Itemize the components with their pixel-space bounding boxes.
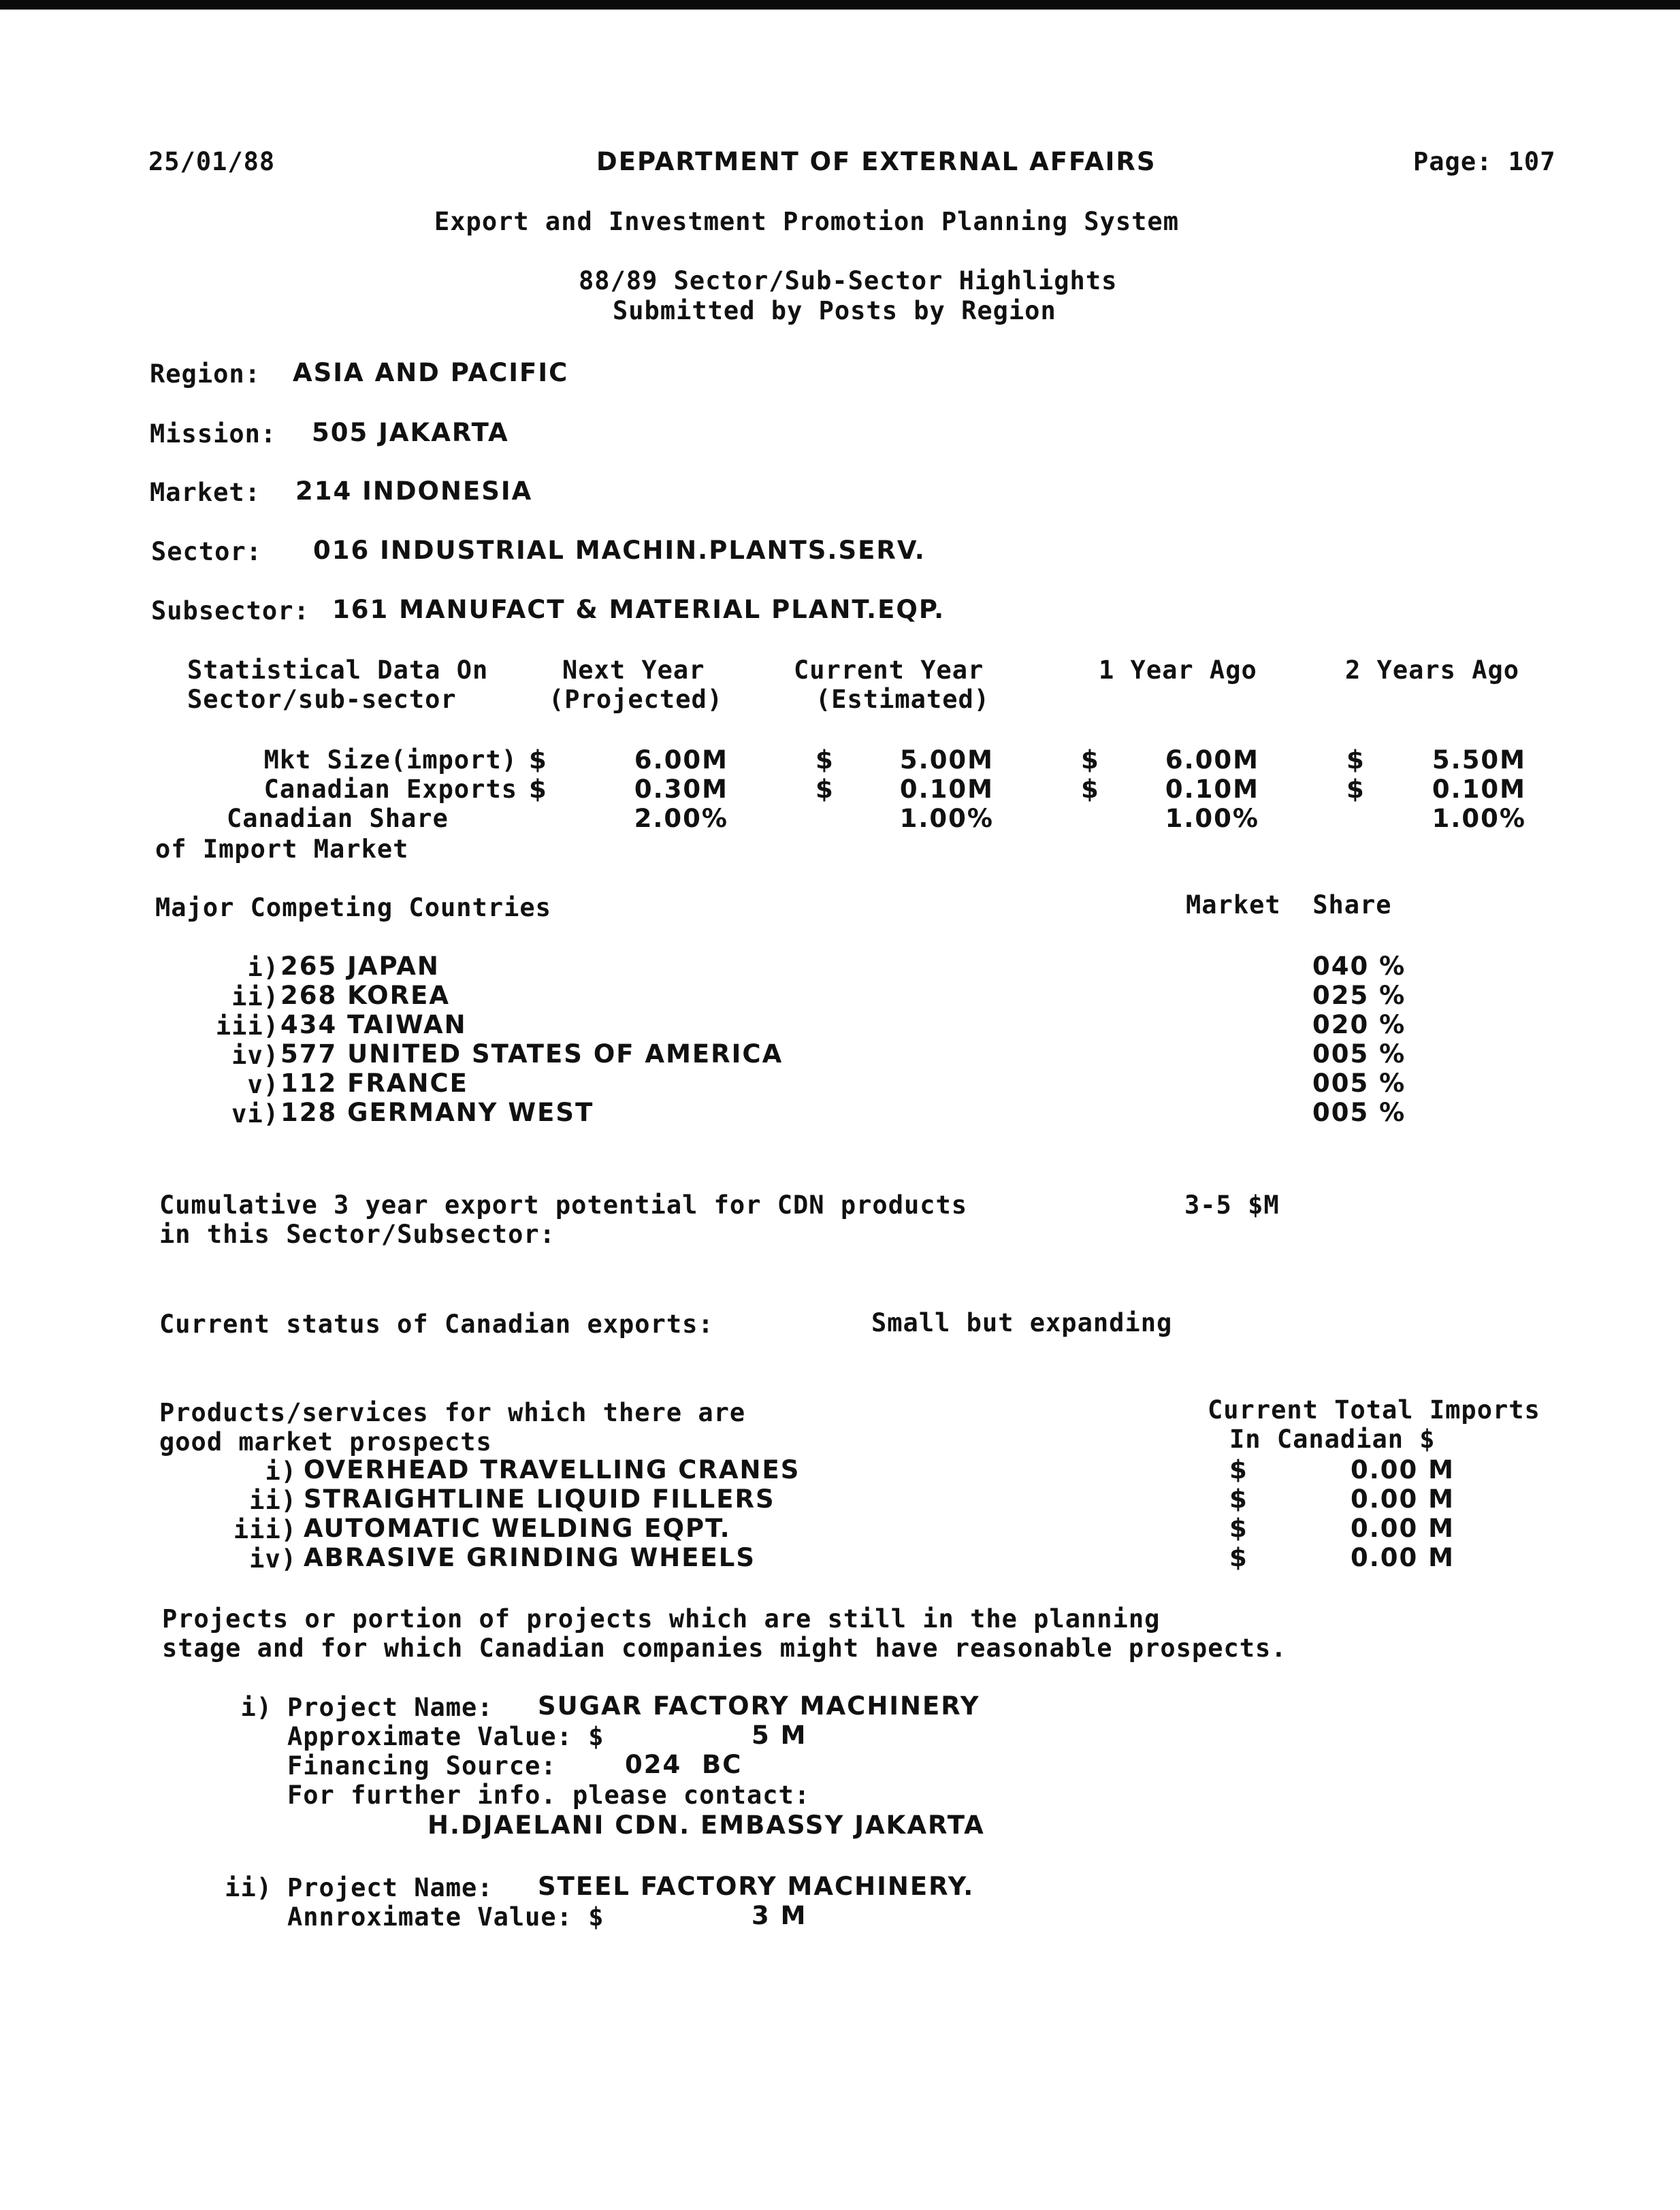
list-item-number: iv) <box>249 1544 297 1574</box>
contact-name: H.DJAELANI CDN. EMBASSY JAKARTA <box>427 1810 985 1840</box>
cell-currency: $ <box>815 775 835 804</box>
list-item-number: ii) <box>231 982 279 1011</box>
projects-heading-2: stage and for which Canadian companies might have reasonable prospects. <box>162 1634 1287 1663</box>
list-item-share: 005 % <box>1312 1039 1406 1069</box>
cell-value: 0.10M <box>1432 775 1526 804</box>
imports-subheader: In Canadian $ <box>1229 1425 1436 1454</box>
subsector-label: Subsector: <box>151 596 310 625</box>
column-subheader-next-year: (Projected) <box>549 685 724 714</box>
market-label: Market: <box>150 478 261 507</box>
mission-value: 505 JAKARTA <box>312 418 509 447</box>
cell-value: 5.50M <box>1432 745 1526 775</box>
products-heading: Products/services for which there are <box>159 1398 746 1427</box>
mission-label: Mission: <box>150 419 277 449</box>
sector-label: Sector: <box>151 537 262 566</box>
project-value-label: Annroximate Value: $ <box>287 1902 604 1932</box>
list-item-value: 0.00 M <box>1351 1514 1455 1543</box>
export-status-label: Current status of Canadian exports: <box>159 1310 714 1339</box>
list-item-currency: $ <box>1229 1514 1248 1543</box>
cell-value: 2.00% <box>634 804 728 833</box>
list-item-currency: $ <box>1229 1455 1248 1484</box>
column-header-next-year: Next Year <box>562 655 705 685</box>
cell-currency: $ <box>1346 775 1366 804</box>
cell-value: 6.00M <box>634 745 728 775</box>
cell-currency: $ <box>529 775 548 804</box>
cell-value: 1.00% <box>1432 804 1526 833</box>
list-item-country: 112 FRANCE <box>280 1069 468 1098</box>
list-item-country: 268 KOREA <box>280 981 450 1010</box>
list-item-number: ii) <box>249 1486 297 1515</box>
export-potential-label: Cumulative 3 year export potential for CDN products <box>159 1190 968 1220</box>
list-item-share: 005 % <box>1312 1098 1406 1127</box>
report-subtitle: 88/89 Sector/Sub-Sector Highlights <box>579 266 1118 295</box>
page-number: Page: 107 <box>1413 147 1556 176</box>
export-potential-value: 3-5 $M <box>1184 1190 1280 1220</box>
cell-value: 0.30M <box>634 775 728 804</box>
list-item-number: i) <box>247 953 279 982</box>
cell-value: 6.00M <box>1165 745 1259 775</box>
list-item-product: ABRASIVE GRINDING WHEELS <box>304 1543 756 1572</box>
imports-header: Current Total Imports <box>1208 1395 1540 1425</box>
project-name-label: Project Name: <box>287 1873 494 1902</box>
list-item-share: 005 % <box>1312 1069 1406 1098</box>
cell-value: 1.00% <box>1165 804 1259 833</box>
cell-currency: $ <box>1346 745 1366 775</box>
export-status-value: Small but expanding <box>871 1308 1173 1337</box>
market-share-header: Market Share <box>1186 890 1392 920</box>
project-name: STEEL FACTORY MACHINERY. <box>538 1872 975 1901</box>
list-item-currency: $ <box>1229 1543 1248 1572</box>
cell-value: 5.00M <box>899 745 994 775</box>
region-value: ASIA AND PACIFIC <box>293 358 569 387</box>
list-item-currency: $ <box>1229 1484 1248 1514</box>
project-value: 5 M <box>752 1721 807 1750</box>
project-name-label: Project Name: <box>287 1693 494 1722</box>
stats-header-label: Statistical Data On <box>187 655 489 685</box>
column-header-2-years-ago: 2 Years Ago <box>1345 655 1520 685</box>
department-title: DEPARTMENT OF EXTERNAL AFFAIRS <box>596 147 1157 176</box>
cell-value: 1.00% <box>899 804 994 833</box>
sector-value: 016 INDUSTRIAL MACHIN.PLANTS.SERV. <box>313 536 926 565</box>
list-item-value: 0.00 M <box>1351 1484 1455 1514</box>
financing-label: Financing Source: <box>287 1751 557 1781</box>
scan-top-edge <box>0 0 1680 10</box>
list-item-number: iii) <box>215 1011 279 1041</box>
list-item-country: 577 UNITED STATES OF AMERICA <box>280 1039 784 1069</box>
stats-header-label-2: Sector/sub-sector <box>187 685 457 714</box>
list-item-number: iii) <box>233 1515 297 1544</box>
list-item-value: 0.00 M <box>1351 1543 1455 1572</box>
list-item-product: STRAIGHTLINE LIQUID FILLERS <box>304 1484 775 1514</box>
list-item-country: 265 JAPAN <box>280 952 440 981</box>
row-label-mkt-size: Mkt Size(import) <box>263 745 517 775</box>
list-item-country: 434 TAIWAN <box>280 1010 467 1039</box>
list-item-country: 128 GERMANY WEST <box>280 1098 594 1127</box>
region-label: Region: <box>150 359 261 389</box>
market-value: 214 INDONESIA <box>295 476 533 506</box>
cell-currency: $ <box>1081 775 1100 804</box>
contact-label: For further info. please contact: <box>287 1781 811 1810</box>
list-item-product: OVERHEAD TRAVELLING CRANES <box>304 1455 801 1484</box>
cell-value: 0.10M <box>1165 775 1259 804</box>
report-subtitle-2: Submitted by Posts by Region <box>613 296 1056 325</box>
column-subheader-current-year: (Estimated) <box>815 685 990 714</box>
project-number: i) <box>240 1693 272 1722</box>
project-name: SUGAR FACTORY MACHINERY <box>538 1691 980 1721</box>
list-item-number: iv) <box>231 1041 279 1070</box>
cell-currency: $ <box>529 745 548 775</box>
list-item-share: 040 % <box>1312 952 1406 981</box>
project-value: 3 M <box>752 1901 807 1930</box>
column-header-current-year: Current Year <box>794 655 984 685</box>
export-potential-label-2: in this Sector/Subsector: <box>159 1220 555 1249</box>
cell-value: 0.10M <box>899 775 994 804</box>
report-date: 25/01/88 <box>148 147 276 176</box>
column-header-1-year-ago: 1 Year Ago <box>1099 655 1257 685</box>
financing-source: 024 BC <box>625 1750 743 1779</box>
list-item-share: 020 % <box>1312 1010 1406 1039</box>
competitors-title: Major Competing Countries <box>155 893 551 922</box>
list-item-value: 0.00 M <box>1351 1455 1455 1484</box>
products-heading-2: good market prospects <box>159 1427 492 1457</box>
projects-heading: Projects or portion of projects which are still in the planning <box>162 1604 1161 1634</box>
cell-currency: $ <box>1081 745 1100 775</box>
system-title: Export and Investment Promotion Planning System <box>434 207 1179 236</box>
list-item-number: i) <box>265 1457 297 1486</box>
subsector-value: 161 MANUFACT & MATERIAL PLANT.EQP. <box>332 595 946 624</box>
list-item-number: vi) <box>231 1099 279 1128</box>
row-label-suffix: of Import Market <box>155 834 409 864</box>
row-label-canadian-exports: Canadian Exports <box>263 775 517 804</box>
row-label-canadian-share: Canadian Share <box>227 804 449 833</box>
cell-currency: $ <box>815 745 835 775</box>
list-item-product: AUTOMATIC WELDING EQPT. <box>304 1514 731 1543</box>
list-item-share: 025 % <box>1312 981 1406 1010</box>
list-item-number: v) <box>247 1070 279 1099</box>
project-number: ii) <box>225 1873 272 1902</box>
project-value-label: Approximate Value: $ <box>287 1722 604 1751</box>
